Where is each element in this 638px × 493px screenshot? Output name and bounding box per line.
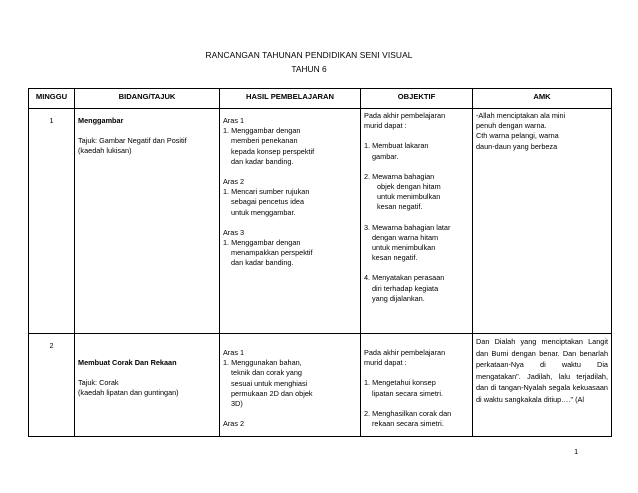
objektif-line: 2. Mewarna bahagian — [364, 171, 435, 181]
objektif-intro: Pada akhir pembelajaran — [364, 111, 446, 120]
objektif-line: 2. Menghasilkan corak dan — [364, 408, 452, 418]
column-header-minggu: MINGGU — [29, 89, 75, 109]
document-title: RANCANGAN TAHUNAN PENDIDIKAN SENI VISUAL — [205, 50, 413, 60]
objektif-line: 4. Menyatakan perasaan — [364, 273, 445, 283]
amk-line: -Allah menciptakan ala mini — [476, 111, 566, 120]
bidang-cell — [75, 109, 220, 334]
plan-table — [28, 88, 612, 437]
objektif-line: 3. Mewarna bahagian latar — [364, 222, 451, 232]
objektif-line: gambar. — [372, 151, 399, 161]
objektif-line: diri terhadap kegiata — [372, 283, 439, 293]
amk-line: Cth warna pelangi, warna — [476, 131, 559, 141]
hasil-cell — [220, 334, 361, 437]
column-header-hasil: HASIL PEMBELAJARAN — [220, 89, 361, 109]
hasil-line: 3D) — [231, 399, 243, 409]
hasil-line: 1. Menggunakan bahan, — [223, 358, 302, 368]
objektif-cell — [361, 109, 473, 334]
hasil-line: kepada konsep perspektif — [231, 146, 315, 156]
hasil-line: menampakkan perspektif — [231, 248, 313, 258]
hasil-line: sesuai untuk menghiasi — [231, 378, 308, 388]
objektif-line: dengan warna hitam — [372, 232, 439, 242]
objektif-line: untuk menimbulkan — [377, 192, 441, 202]
table-header-row — [29, 89, 612, 109]
hasil-cell — [220, 109, 361, 334]
table-row — [29, 109, 612, 334]
objektif-line: kesan negatif. — [372, 253, 418, 263]
objektif-line: rekaan secara simetri. — [372, 419, 444, 429]
hasil-line: 1. Menggambar dengan — [223, 238, 301, 248]
document-subtitle: TAHUN 6 — [291, 64, 327, 74]
aras-label: Aras 2 — [223, 419, 245, 429]
bidang-note: (kaedah lukisan) — [78, 146, 132, 156]
table-row — [29, 334, 612, 437]
column-header-objektif: OBJEKTIF — [361, 89, 473, 109]
objektif-cell — [361, 334, 473, 437]
hasil-line: untuk menggambar. — [231, 207, 296, 217]
aras-label: Aras 3 — [223, 227, 245, 237]
objektif-intro: murid dapat : — [364, 121, 407, 131]
page-number: 1 — [574, 447, 579, 456]
hasil-line: memberi penekanan — [231, 136, 298, 146]
hasil-line: 1. Mencari sumber rujukan — [223, 187, 310, 197]
hasil-line: 1. Menggambar dengan — [223, 126, 301, 136]
hasil-line: dan kadar banding. — [231, 258, 294, 268]
objektif-line: untuk menimbulkan — [372, 243, 436, 253]
hasil-line: teknik dan corak yang — [231, 368, 302, 378]
objektif-line: lipatan secara simetri. — [372, 388, 443, 398]
bidang-note: (kaedah lipatan dan guntingan) — [78, 388, 179, 398]
column-header-amk: AMK — [473, 89, 612, 109]
aras-label: Aras 1 — [223, 348, 245, 357]
aras-label: Aras 1 — [223, 116, 245, 125]
bidang-title: Menggambar — [78, 116, 124, 125]
aras-label: Aras 2 — [223, 177, 245, 187]
bidang-title: Membuat Corak Dan Rekaan — [78, 358, 177, 367]
column-header-bidang: BIDANG/TAJUK — [75, 89, 220, 109]
amk-line: daun-daun yang berbeza — [476, 141, 558, 151]
objektif-intro: Pada akhir pembelajaran — [364, 348, 446, 357]
objektif-line: kesan negatif. — [377, 202, 423, 212]
objektif-intro: murid dapat : — [364, 358, 407, 368]
hasil-line: sebagai pencetus idea — [231, 197, 305, 207]
objektif-line: 1. Mengetahui konsep — [364, 378, 436, 388]
objektif-line: 1. Membuat lakaran — [364, 141, 429, 151]
amk-cell — [473, 334, 612, 437]
amk-cell — [473, 109, 612, 334]
hasil-line: dan kadar banding. — [231, 156, 294, 166]
week-number: 2 — [29, 334, 75, 437]
week-number: 1 — [29, 109, 75, 334]
objektif-line: yang dijalankan. — [372, 293, 425, 303]
bidang-tajuk: Tajuk: Corak — [78, 378, 119, 388]
objektif-line: objek dengan hitam — [377, 182, 441, 192]
bidang-tajuk: Tajuk: Gambar Negatif dan Positif — [78, 136, 187, 146]
hasil-line: permukaan 2D dan objek — [231, 388, 313, 398]
amk-paragraph: Dan Dialah yang menciptakan Langit dan Bumi dengan benar. Dan benarlah perkataan-Nya di waktu Dia mengatakan". Jadilah, lalu terjadilah, dan di tangan-Nyalah segala kekuasaan di waktu sangkakala ditiup…." (Al — [476, 337, 608, 404]
amk-line: penuh dengan warna. — [476, 121, 547, 131]
bidang-cell — [75, 334, 220, 437]
